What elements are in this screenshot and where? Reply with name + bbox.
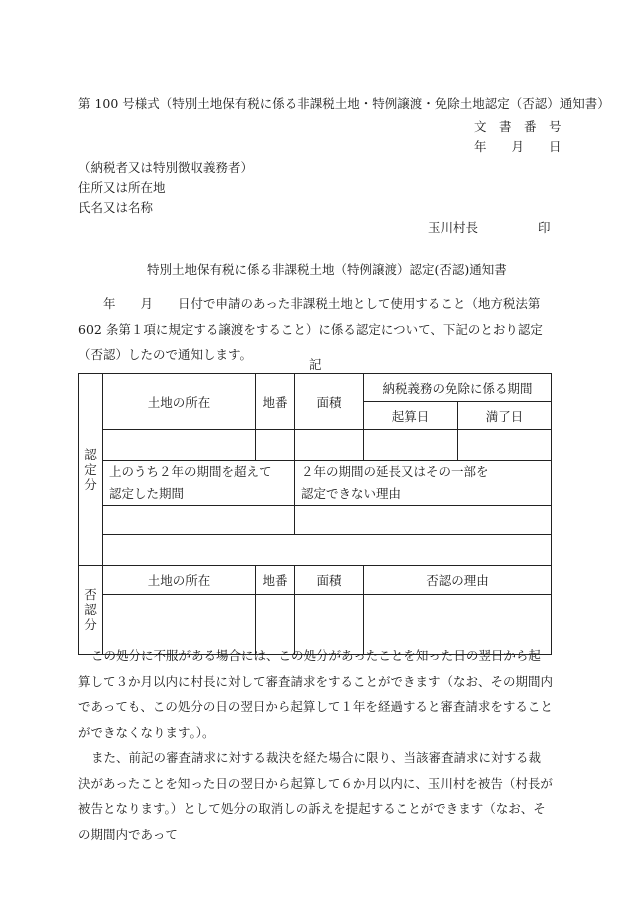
ki-label: 記 [309,357,322,372]
document-title: 特別土地保有税に係る非課税土地（特例譲渡）認定(否認)通知書 [147,262,507,277]
approved-start-cell[interactable] [364,430,458,461]
approved-lot-cell[interactable] [256,430,295,461]
date-line: 年 月 日 [474,139,562,154]
approved-end-cell[interactable] [458,430,552,461]
over-two-years-cell[interactable] [103,506,295,535]
header-exemption-period: 納税義務の免除に係る期間 [364,374,552,402]
approved-location-cell[interactable] [103,430,256,461]
header-start-date: 起算日 [364,402,458,430]
denied-header-location: 土地の所在 [103,565,256,594]
header-location: 土地の所在 [103,374,256,430]
denied-section-label: 否認分 [79,565,103,654]
over-two-years-label: 上のうち２年の期間を超えて 認定した期間 [103,461,295,506]
not-approved-reason-label: ２年の期間の延長又はその一部を 認定できない理由 [295,461,552,506]
addressee-address: 住所又は所在地 [78,180,166,195]
addressee-label: （納税者又は特別徴収義務者） [78,160,254,175]
addressee-name: 氏名又は名称 [78,200,154,215]
form-title: 第 100 号様式（特別土地保有税に係る非課税土地・特例譲渡・免除土地認定（否認）通知書） [78,96,610,111]
denied-header-lot-number: 地番 [256,565,295,594]
certification-table [78,373,552,655]
denied-header-area: 面積 [295,565,364,594]
header-area: 面積 [295,374,364,430]
approved-spacer [103,535,552,565]
header-end-date: 満了日 [458,402,552,430]
approved-area-cell[interactable] [295,430,364,461]
denied-header-reason: 否認の理由 [364,565,552,594]
intro-paragraph: 年 月 日付で申請のあった非課税土地として使用すること（地方税法第 602 条第１項に規定する譲渡をすること）に係る認定について、下記のとおり認定（否認）したので通知します。 [78,296,543,362]
approved-section-label: 認定分 [79,374,103,566]
notice-paragraph-1: この処分に不服がある場合には、この処分があったことを知った日の翌日から起算して３か月以内に村長に対して審査請求をすることができます（なお、その期間内であっても、この処分の日の翌日から起算して１年を経過すると審査請求をすることができなくなります。）。 [78,648,554,740]
header-lot-number: 地番 [256,374,295,430]
not-approved-reason-cell[interactable] [295,506,552,535]
document-number: 文 書 番 号 [474,119,562,134]
seal-mark: 印 [538,220,551,235]
notice-paragraph-2: また、前記の審査請求に対する裁決を経た場合に限り、当該審査請求に対する裁決があったことを知った日の翌日から起算して６か月以内に、玉川村を被告（村長が被告となります。）として処分の取消しの訴えを提起することができます（なお、その期間内であって [78,750,553,842]
issuer-name: 玉川村長 [428,220,479,235]
